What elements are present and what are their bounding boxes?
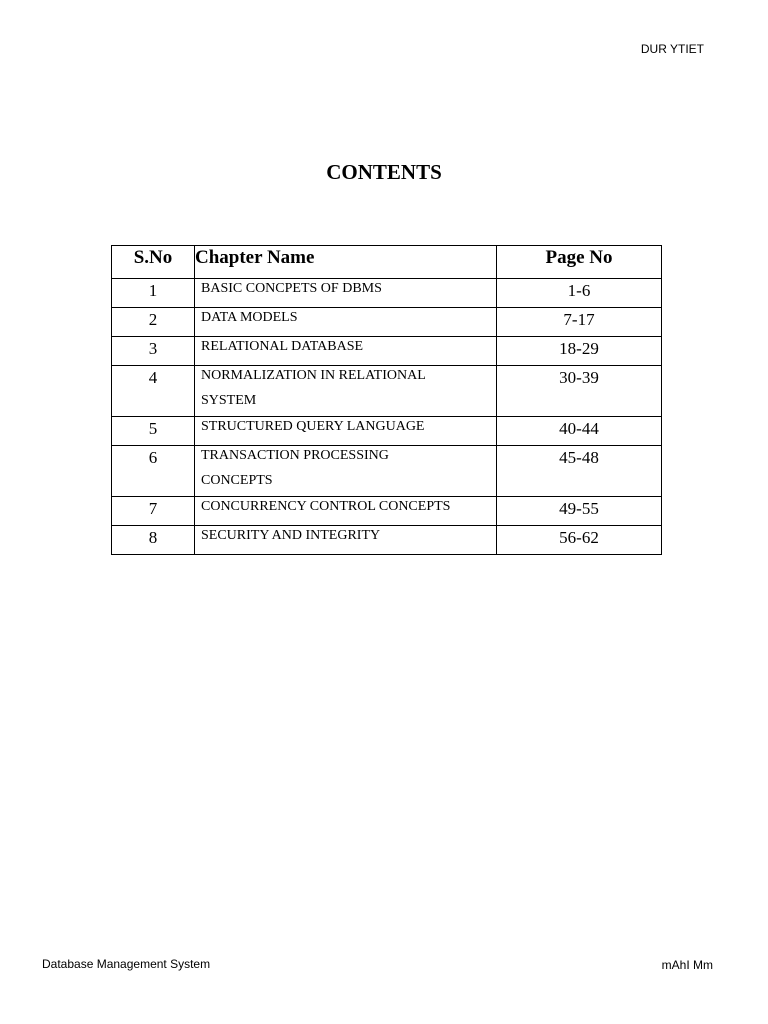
table-row: [112, 308, 662, 337]
table-row: [112, 446, 662, 497]
table-row: [112, 526, 662, 555]
cell-sno: 6: [112, 446, 195, 497]
cell-sno: 7: [112, 497, 195, 526]
chapter-name-text: STRUCTURED QUERY LANGUAGE: [201, 419, 425, 434]
cell-page-no: 18-29: [497, 337, 662, 366]
table-row: [112, 279, 662, 308]
chapter-name-text: TRANSACTION PROCESSING CONCEPTS: [201, 448, 389, 488]
chapter-name-text: NORMALIZATION IN RELATIONAL SYSTEM: [201, 368, 426, 408]
cell-sno: 2: [112, 308, 195, 337]
cell-page-no: 7-17: [497, 308, 662, 337]
cell-sno: 3: [112, 337, 195, 366]
cell-chapter-name: [195, 446, 497, 497]
cell-sno: 8: [112, 526, 195, 555]
chapter-name-text: SECURITY AND INTEGRITY: [201, 528, 381, 543]
chapter-name-text: RELATIONAL DATABASE: [201, 339, 364, 354]
table-row: [112, 366, 662, 417]
chapter-name-text: BASIC CONCPETS OF DBMS: [201, 281, 382, 296]
cell-chapter-name: [195, 337, 497, 366]
column-header-sno: S.No: [112, 246, 195, 279]
cell-page-no: 30-39: [497, 366, 662, 417]
table-header-row: [112, 246, 662, 279]
chapter-name-text: CONCURRENCY CONTROL CONCEPTS: [201, 499, 451, 514]
page-footer-left: Database Management System: [42, 957, 211, 971]
cell-sno: 4: [112, 366, 195, 417]
cell-page-no: 56-62: [497, 526, 662, 555]
cell-sno: 5: [112, 417, 195, 446]
column-header-chapter-name: Chapter Name: [195, 246, 497, 279]
cell-chapter-name: [195, 497, 497, 526]
page-title: CONTENTS: [326, 160, 442, 184]
cell-page-no: 45-48: [497, 446, 662, 497]
cell-chapter-name: [195, 308, 497, 337]
cell-chapter-name: [195, 279, 497, 308]
page-footer-right: mAhI Mm: [661, 958, 713, 972]
cell-sno: 1: [112, 279, 195, 308]
chapter-name-text: DATA MODELS: [201, 310, 298, 325]
cell-chapter-name: [195, 417, 497, 446]
cell-page-no: 1-6: [497, 279, 662, 308]
cell-page-no: 40-44: [497, 417, 662, 446]
table-row: [112, 417, 662, 446]
table-row: [112, 337, 662, 366]
cell-page-no: 49-55: [497, 497, 662, 526]
cell-chapter-name: [195, 526, 497, 555]
cell-chapter-name: [195, 366, 497, 417]
table-row: [112, 497, 662, 526]
contents-table: [111, 245, 662, 555]
column-header-page-no: Page No: [497, 246, 662, 279]
page-header: DUR YTIET: [640, 42, 704, 56]
